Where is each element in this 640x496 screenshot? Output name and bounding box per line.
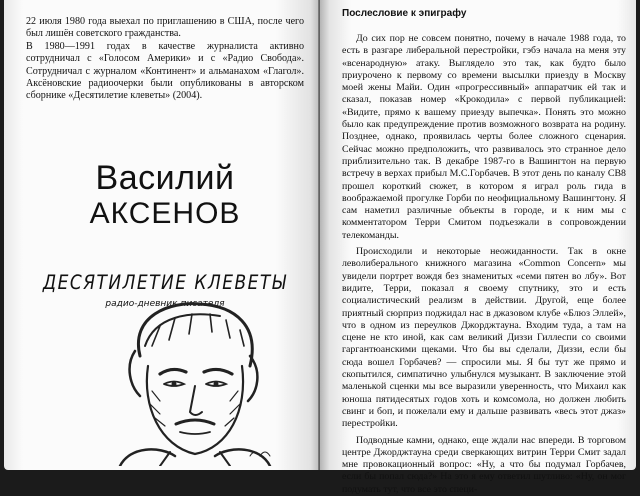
bio-paragraph-2: В 1980—1991 годах в качестве журналиста активно сотрудничал с «Голосом Америки» и с «Радио Свобода». Сотрудничал с журналом «Континент» и альманахом «Глагол». Аксёновские радиоочерки были опубликованы в авторском сборнике «Десятилетие клеветы» (2004). xyxy=(26,40,304,102)
cover-author xyxy=(26,159,304,231)
author-bio xyxy=(26,16,304,103)
right-page xyxy=(320,0,636,495)
chapter-heading: Послесловие к эпиграфу xyxy=(342,8,467,19)
paragraph-1: До сих пор не совсем понятно, почему в начале 1988 года, то есть в разгаре либеральной перестройки, гэбэ начала на меня эту «всенародную» атаку. Выглядело это так, как будто было приурочено к первому со времени высылки приезду в Москву моей жены Майи. Один «прогрессивный» аппаратчик ей так и сказал, показав номер «Крокодила» с первой публикацией: «Видите, прямо к вашему приезду выпечка». Понять это можно было как предупреждение против возможного возврата на родину. Позднее, однако, проявилась черты более сложного сценария. Сейчас можно предположить, что развивалось это странное дело приблизительно так. В декабре 1987-го в Вашингтон на первую встречу в верхах прибыл М.С.Горбачев. В этот день по каналу CB8 прошел короткий сюжет, в котором я играл роль гида в воображаемой прогулке Горби по неофициальному Вашингтону. Я сам наметил различные объекты в городе, и к ним мы с комментатором Терри Смитом подъезжали в сопровождении телекоманды. xyxy=(342,33,626,241)
paragraph-2: Происходили и некоторые неожиданности. Так в окне леволиберального книжного магазина «Common Concern» мы увидели портрет вождя без знаменитых «семи пятен во лбу». Вот видите, Терри, показал я своему спутнику, это и есть социалистический реализм в действии. Другой, еще более приятный сюрприз поджидал нас в джазовом клубе «Блюз Эллей», что в одном из переулков Джорджтауна. Входим туда, а там на сцене не кто иной, как сам великий Диззи Гиллеспи со своими гаргантюанскими щеками. Что бы вы сделали, Диззи, если бы сюда вошел Горбачев? — спросили мы. Я бы тут же прямо и скопытился, симпатично улыбнулся музыкант. В заключение этой маленькой сценки мы все выразили уверенность, что Михаил как юноша пятидесятых годов хоть и комсомола, но должен любить свинг и боп, и пожелали ему и дальше развивать «весь этот джаз» перестройки. xyxy=(342,246,626,430)
author-portrait xyxy=(100,296,290,466)
book-subtitle: радио-дневник писателя xyxy=(105,298,225,309)
author-last-name: АКСЕНОВ xyxy=(89,196,241,230)
bio-paragraph-1: 22 июля 1980 года выехал по приглашению в США, после чего был лишён советского гражданства. xyxy=(26,16,304,40)
paragraph-3: Подводные камни, однако, еще ждали нас впереди. В торговом центре Джорджтауна среди сверкающих витрин Терри Смит задал мне провокационный вопрос: «Ну, а что бы подумал Горбачев, если бы попал сюда?» На это я ему ответил шутливо: «Ну, он мог подумать тут, что все это специ- xyxy=(342,434,626,495)
chapter-text xyxy=(342,33,626,496)
author-first-name: Василий xyxy=(95,158,235,197)
book-title: ДЕСЯТИЛЕТИЕ КЛЕВЕТЫ xyxy=(42,271,288,295)
